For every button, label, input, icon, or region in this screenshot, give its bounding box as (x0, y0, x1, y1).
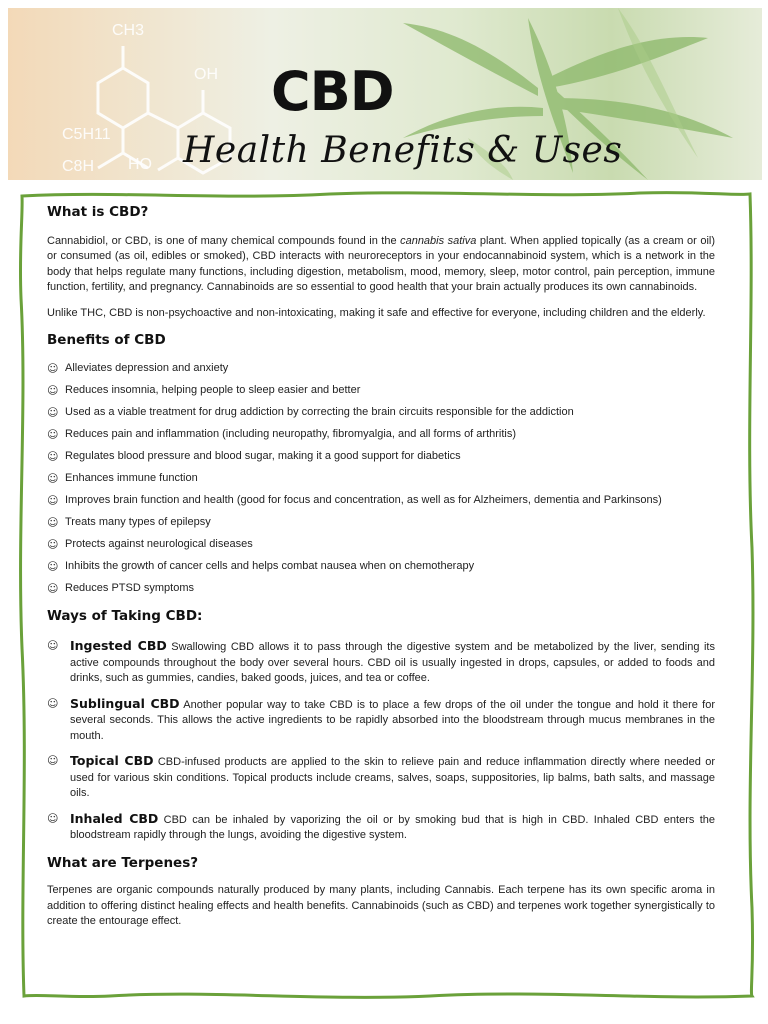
smiley-icon: ☺ (47, 383, 59, 397)
smiley-icon: ☺ (47, 471, 59, 485)
smiley-icon: ☺ (47, 639, 59, 653)
smiley-icon: ☺ (47, 538, 59, 552)
way-text: Another popular way to take CBD is to place a few drops of the oil under the tongue and hold it there for several seconds. This allows the active ingredients to be rapidly absorbed into the bloodstream through mucus membranes in the mouth. (70, 698, 715, 742)
list-item: ☺ Treats many types of epilepsy (47, 516, 211, 530)
molecule-label-oh: OH (194, 66, 218, 83)
smiley-icon: ☺ (47, 494, 59, 508)
list-item: ☺ Protects against neurological diseases (47, 538, 253, 552)
list-item (47, 753, 715, 802)
smiley-icon: ☺ (47, 696, 59, 710)
list-item (47, 696, 715, 745)
molecule-label-c8h: C8H (62, 158, 95, 175)
section-heading-terpenes: What are Terpenes? (47, 854, 199, 871)
section-heading-benefits: Benefits of CBD (47, 332, 166, 348)
smiley-icon: ☺ (47, 516, 59, 530)
section-heading-what: What is CBD? (47, 204, 149, 220)
way-text: CBD-infused products are applied to the skin to relieve pain and reduce inflammation directly where needed or used for various skin conditions. Topical products include creams, salves, soaps, suppositories, lip balms, bath salts, and massage oils. (70, 756, 715, 800)
what-p1-text-a: Cannabidiol, or CBD, is one of many chemical compounds found in the (47, 234, 401, 247)
ways-list (47, 638, 715, 844)
header-banner (8, 8, 762, 180)
benefits-list (47, 361, 715, 597)
list-item: ☺ Reduces pain and inflammation (including neuropathy, fibromyalgia, and all forms of arthritis) (47, 427, 517, 441)
smiley-icon: ☺ (47, 405, 59, 419)
list-item (47, 811, 715, 844)
list-item: ☺ Improves brain function and health (good for focus and concentration, as well as for Alzheimers, dementia and Parkinsons) (47, 494, 662, 508)
smiley-icon: ☺ (47, 427, 59, 441)
what-p1-text-b: plant. When applied topically (as a cream or oil) or consumed (as oil, edibles or smoked), CBD interacts with neuroreceptors in your endocannabinoid system, which is a network in the body that helps regulate many functions, including digestion, metabolism, mood, memory, sleep, motor control, pain perception, immune function, fertility, and pregnancy. Cannabinoids are so essential to good health that your brain actually produces its own cannabinoids. (47, 234, 715, 293)
molecule-label-c5h11: C5H11 (62, 126, 111, 143)
way-term: Inhaled CBD (70, 810, 159, 826)
article-body (47, 200, 715, 930)
smiley-icon: ☺ (47, 361, 59, 375)
list-item: ☺ Reduces insomnia, helping people to sleep easier and better (47, 383, 361, 397)
list-item: ☺ Reduces PTSD symptoms (47, 582, 194, 596)
way-text: CBD can be inhaled by vaporizing the oil or by smoking bud that is high in CBD. Inhaled CBD enters the bloodstream rapidly through the lungs, avoiding the digestive system. (70, 813, 715, 842)
list-item: ☺ Regulates blood pressure and blood sugar, making it a good support for diabetics (47, 449, 461, 463)
list-item: ☺ Used as a viable treatment for drug addiction by correcting the brain circuits responsible for the addiction (47, 405, 574, 419)
list-item: ☺ Enhances immune function (47, 471, 198, 485)
list-item: ☺ Inhibits the growth of cancer cells and helps combat nausea when on chemotherapy (47, 560, 475, 574)
molecule-label-ch3: CH3 (112, 22, 145, 39)
way-term: Sublingual CBD (70, 695, 180, 711)
smiley-icon: ☺ (47, 754, 59, 768)
smiley-icon: ☺ (47, 582, 59, 596)
smiley-icon: ☺ (47, 449, 59, 463)
what-p1-italic: cannabis sativa (400, 234, 477, 247)
list-item: ☺ Alleviates depression and anxiety (47, 361, 229, 375)
page-title: CBD (271, 60, 394, 123)
what-paragraph-2: Unlike THC, CBD is non-psychoactive and non-intoxicating, making it safe and effective for everyone, including children and the elderly. (47, 306, 706, 319)
list-item (47, 638, 715, 687)
page-subtitle: Health Benefits & Uses (183, 130, 623, 171)
molecule-label-ho: HO (128, 156, 152, 173)
terpenes-paragraph: Terpenes are organic compounds naturally produced by many plants, including Cannabis. Each terpene has its own specific aroma in addition to offering distinct healing effects and health benefits. Cannabinoids (such as CBD) and terpenes work together synergistically to create the entourage effect. (47, 884, 715, 928)
way-term: Topical CBD (70, 753, 154, 769)
section-heading-ways: Ways of Taking CBD: (47, 607, 203, 624)
what-paragraph-1 (47, 234, 715, 296)
smiley-icon: ☺ (47, 811, 59, 825)
smiley-icon: ☺ (47, 560, 59, 574)
way-term: Ingested CBD (70, 638, 167, 654)
way-text: Swallowing CBD allows it to pass through the digestive system and be metabolized by the liver, sending its active compounds throughout the body over several hours. CBD oil is usually ingested in drops, capsules, or added to foods and drinks, such as gummies, candies, baked goods, juices, and tea or coffee. (70, 641, 715, 685)
